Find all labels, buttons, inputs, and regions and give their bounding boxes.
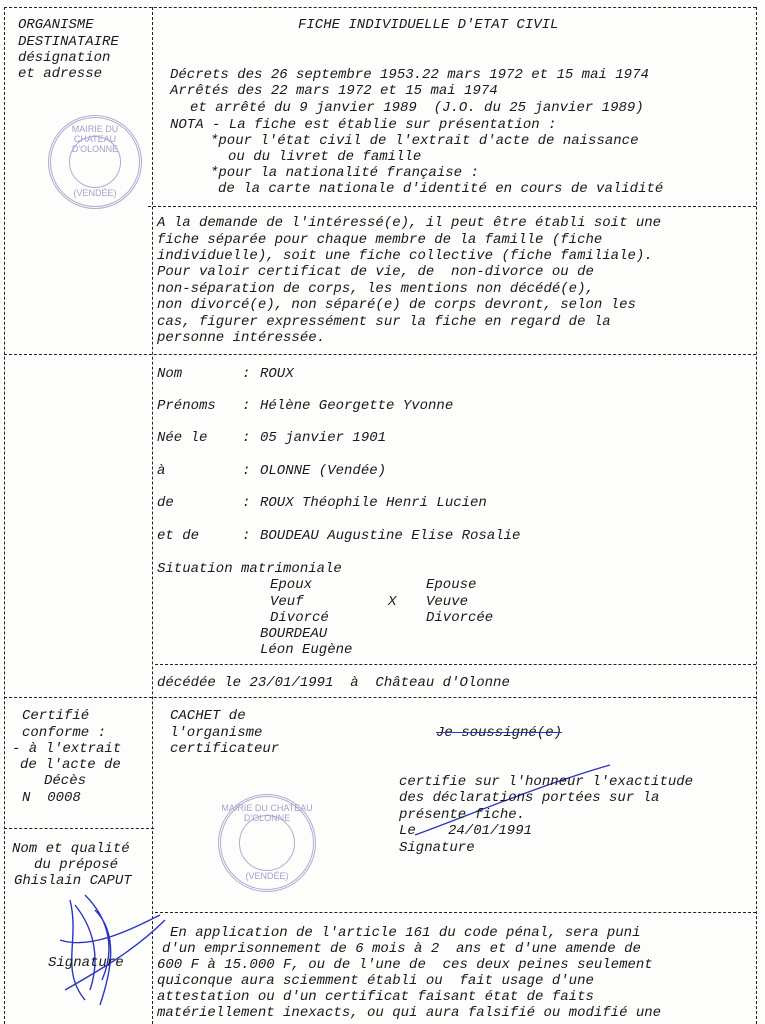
page-title: FICHE INDIVIDUELLE D'ETAT CIVIL <box>298 17 559 33</box>
nota-line: *pour l'état civil de l'extrait d'acte de naissance <box>210 133 639 149</box>
stamp-top-text: MAIRIE DU CHATEAU D'OLONNE <box>221 803 313 823</box>
cachet-line: l'organisme <box>170 725 263 741</box>
status-veuf: Veuf <box>270 594 304 610</box>
org-line: DESTINATAIRE <box>18 34 119 50</box>
field-value-nee-le: 05 janvier 1901 <box>260 430 387 446</box>
field-value-prenoms: Hélène Georgette Yvonne <box>260 398 454 414</box>
certifie-line: - à l'extrait <box>12 741 122 757</box>
certifie-line: Certifié <box>22 708 90 724</box>
penal-line: d'un emprisonnement de 6 mois à 2 ans et d'une amende de <box>162 941 641 957</box>
death-line: décédée le 23/01/1991 à Château d'Olonne <box>157 675 510 691</box>
situation-label: Situation matrimoniale <box>157 561 342 577</box>
certifie-line: conforme : <box>22 725 107 741</box>
status-mark: X <box>388 594 397 610</box>
penal-line: matériellement inexacts, ou qui aura falsifié ou modifié une <box>157 1005 662 1021</box>
divider-notice-person <box>4 354 756 355</box>
field-colon: : <box>242 398 251 414</box>
status-divorce: Divorcé <box>270 610 329 626</box>
field-colon: : <box>242 528 251 544</box>
field-value-nom: ROUX <box>260 366 294 382</box>
penal-line: attestation ou d'un certificat faisant état de faits <box>157 989 594 1005</box>
notice-line: A la demande de l'intéressé(e), il peut être établi soit une <box>157 215 662 231</box>
field-colon: : <box>242 495 251 511</box>
date-value: 24/01/1991 <box>448 823 533 839</box>
stamp-bottom-text: (VENDÉE) <box>73 188 117 198</box>
spouse-line: BOURDEAU <box>260 626 328 642</box>
mairie-stamp-top <box>48 115 142 209</box>
penal-line: 600 F à 15.000 F, ou de l'une de ces deux peines seulement <box>157 957 653 973</box>
left-signature-label: Signature <box>48 955 124 971</box>
prepose-line: du préposé <box>34 857 119 873</box>
certifie-number: N 0008 <box>22 790 81 806</box>
org-line: et adresse <box>18 66 103 82</box>
field-label-nom: Nom <box>157 366 183 382</box>
decree-line: Décrets des 26 septembre 1953.22 mars 1972 et 15 mai 1974 <box>170 67 649 83</box>
divider-person-cert <box>4 697 756 698</box>
handwritten-signature-left <box>40 880 170 1020</box>
penal-line: En application de l'article 161 du code pénal, sera puni <box>170 925 641 941</box>
divider-situation-death <box>155 664 756 665</box>
notice-line: Pour valoir certificat de vie, de non-divorce ou de <box>157 264 594 280</box>
nota-line: *pour la nationalité française : <box>210 165 479 181</box>
frame-top <box>4 7 756 8</box>
column-divider <box>152 7 153 1024</box>
field-value-mere: BOUDEAU Augustine Elise Rosalie <box>260 528 521 544</box>
attest-line: des déclarations portées sur la <box>399 790 660 806</box>
field-value-lieu: OLONNE (Vendée) <box>260 463 387 479</box>
status-divorcee: Divorcée <box>426 610 494 626</box>
divider-penal <box>155 912 756 913</box>
certifie-line: de l'acte de <box>20 757 121 773</box>
stamp-bottom-text: (VENDÉE) <box>245 871 289 881</box>
field-colon: : <box>242 463 251 479</box>
spouse-line: Léon Eugène <box>260 642 353 658</box>
cachet-line: CACHET de <box>170 708 246 724</box>
nota-line: ou du livret de famille <box>228 149 422 165</box>
stamp-top-text: MAIRIE DU CHATEAU D'OLONNE <box>71 124 119 154</box>
notice-line: non divorcé(e), non séparé(e) de corps devront, selon les <box>157 297 636 313</box>
notice-line: fiche séparée pour chaque membre de la famille (fiche <box>157 232 603 248</box>
decree-line: Arrêtés des 22 mars 1972 et 15 mai 1974 <box>170 83 498 99</box>
field-label-lieu: à <box>157 463 166 479</box>
field-label-pere: de <box>157 495 174 511</box>
field-value-pere: ROUX Théophile Henri Lucien <box>260 495 487 511</box>
nota-line: de la carte nationale d'identité en cours de validité <box>218 181 664 197</box>
field-label-nee-le: Née le <box>157 430 208 446</box>
decree-line: et arrêté du 9 janvier 1989 (J.O. du 25 janvier 1989) <box>190 100 644 116</box>
prepose-line: Nom et qualité <box>12 841 130 857</box>
soussigne-struck: Je soussigné(e) <box>436 725 563 741</box>
field-colon: : <box>242 430 251 446</box>
penal-line: quiconque aura sciemment établi ou fait usage d'une <box>157 973 594 989</box>
org-line: désignation <box>18 50 111 66</box>
notice-line: personne intéressée. <box>157 330 326 346</box>
mairie-stamp-cert <box>218 794 316 892</box>
frame-left <box>4 7 5 1024</box>
status-epoux: Epoux <box>270 577 313 593</box>
org-line: ORGANISME <box>18 17 94 33</box>
cert-signature-label: Signature <box>399 840 475 856</box>
field-label-prenoms: Prénoms <box>157 398 216 414</box>
status-veuve: Veuve <box>426 594 469 610</box>
field-colon: : <box>242 366 251 382</box>
divider-left-certifie <box>4 828 154 829</box>
field-label-mere: et de <box>157 528 200 544</box>
certifie-line: Décès <box>44 773 87 789</box>
cachet-line: certificateur <box>170 741 280 757</box>
divider-header-notice <box>148 206 756 207</box>
nota-line: NOTA - La fiche est établie sur présentation : <box>170 117 557 133</box>
prepose-name: Ghislain CAPUT <box>14 873 132 889</box>
notice-line: individuelle), soit une fiche collective (fiche familiale). <box>157 248 653 264</box>
notice-line: non-séparation de corps, les mentions non décédé(e), <box>157 281 594 297</box>
attest-line: certifie sur l'honneur l'exactitude <box>399 774 694 790</box>
status-epouse: Epouse <box>426 577 477 593</box>
notice-line: cas, figurer expressément sur la fiche en regard de la <box>157 314 611 330</box>
frame-right <box>756 7 757 1024</box>
attest-line: présente fiche. <box>399 807 526 823</box>
date-label: Le <box>399 823 416 839</box>
